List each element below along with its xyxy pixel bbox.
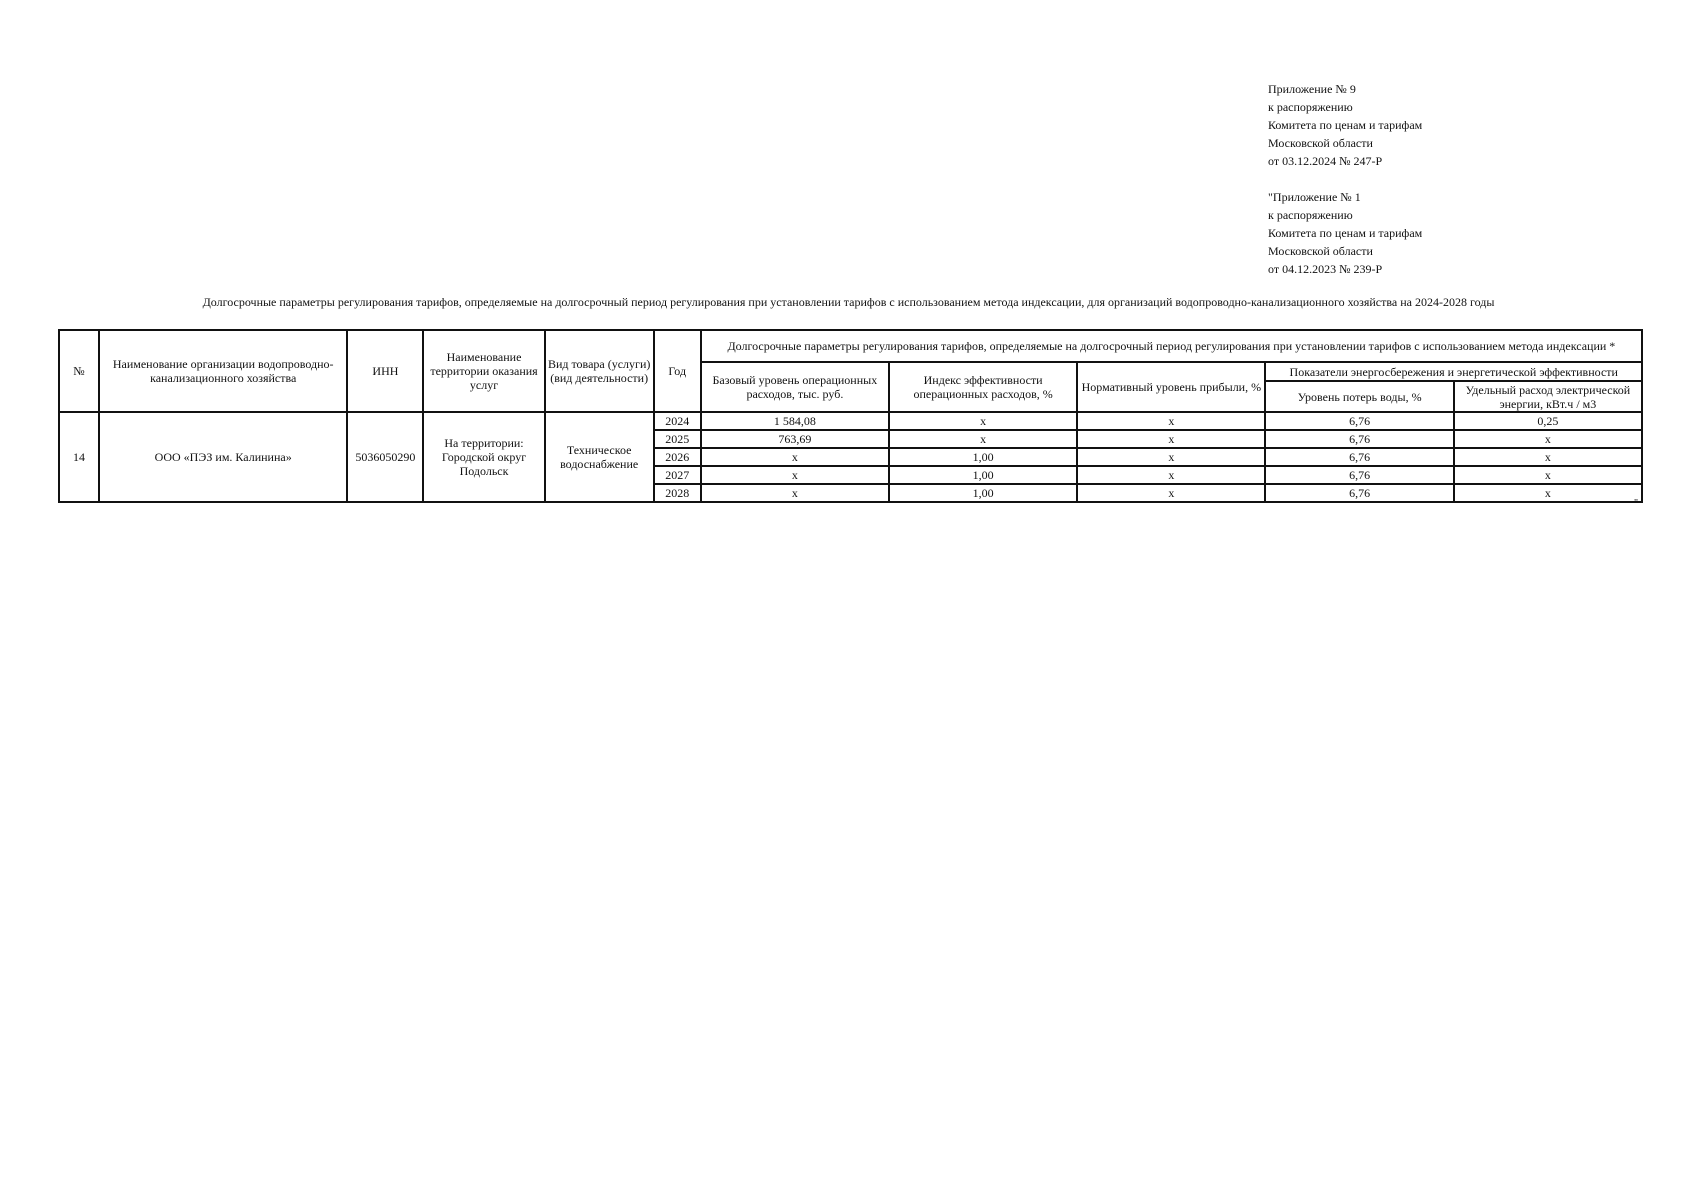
header-profit-level: Нормативный уровень прибыли, % xyxy=(1077,362,1265,412)
cell-efficiency-index: 1,00 xyxy=(889,484,1077,502)
cell-efficiency-index: x xyxy=(889,412,1077,430)
cell-year: 2025 xyxy=(654,430,701,448)
cell-water-loss: 6,76 xyxy=(1265,430,1453,448)
cell-profit-level: x xyxy=(1077,412,1265,430)
appendix-line: "Приложение № 1 xyxy=(1268,190,1361,204)
org-inn: 5036050290 xyxy=(347,412,423,502)
appendix-line: Московской области xyxy=(1268,136,1373,150)
cell-year: 2027 xyxy=(654,466,701,484)
cell-water-loss: 6,76 xyxy=(1265,448,1453,466)
cell-efficiency-index: x xyxy=(889,430,1077,448)
org-num: 14 xyxy=(59,412,99,502)
header-group-params: Долгосрочные параметры регулирования тарифов, определяемые на долгосрочный период регулирования при установлении тарифов с использованием метода индексации * xyxy=(701,330,1642,362)
header-service-type: Вид товара (услуги) (вид деятельности) xyxy=(545,330,654,412)
cell-base-opex: 1 584,08 xyxy=(701,412,889,430)
header-water-loss: Уровень потерь воды, % xyxy=(1265,381,1453,412)
appendix-line: Комитета по ценам и тарифам xyxy=(1268,118,1423,132)
cell-base-opex: x xyxy=(701,448,889,466)
header-org-name: Наименование организации водопроводно-канализационного хозяйства xyxy=(99,330,347,412)
cell-profit-level: x xyxy=(1077,430,1265,448)
org-service: Техническое водоснабжение xyxy=(545,412,654,502)
closing-quote-mark: " xyxy=(1634,498,1639,509)
appendix-previous-block xyxy=(1268,188,1568,278)
header-num: № xyxy=(59,330,99,412)
table-row xyxy=(59,412,1642,430)
parameters-table xyxy=(58,329,1643,503)
appendix-line: Московской области xyxy=(1268,244,1373,258)
cell-base-opex: x xyxy=(701,466,889,484)
cell-water-loss: 6,76 xyxy=(1265,484,1453,502)
header-territory: Наименование территории оказания услуг xyxy=(423,330,544,412)
cell-electricity: 0,25 xyxy=(1454,412,1642,430)
cell-electricity: x xyxy=(1454,466,1642,484)
cell-year: 2024 xyxy=(654,412,701,430)
document-title: Долгосрочные параметры регулирования тарифов, определяемые на долгосрочный период регулирования при установлении тарифов с использованием метода индексации, для организаций водопроводно-канализационного хозяйства на 2024-2028 годы xyxy=(202,295,1495,309)
cell-electricity: x xyxy=(1454,484,1642,502)
appendix-line: Комитета по ценам и тарифам xyxy=(1268,226,1423,240)
cell-base-opex: x xyxy=(701,484,889,502)
cell-water-loss: 6,76 xyxy=(1265,412,1453,430)
appendix-line: от 03.12.2024 № 247-Р xyxy=(1268,154,1383,168)
cell-efficiency-index: 1,00 xyxy=(889,448,1077,466)
cell-profit-level: x xyxy=(1077,484,1265,502)
cell-base-opex: 763,69 xyxy=(701,430,889,448)
cell-efficiency-index: 1,00 xyxy=(889,466,1077,484)
header-inn: ИНН xyxy=(347,330,423,412)
header-efficiency-index: Индекс эффективности операционных расходов, % xyxy=(889,362,1077,412)
cell-year: 2026 xyxy=(654,448,701,466)
cell-electricity: x xyxy=(1454,430,1642,448)
header-year: Год xyxy=(654,330,701,412)
cell-electricity: x xyxy=(1454,448,1642,466)
header-electricity: Удельный расход электрической энергии, кВт.ч / м3 xyxy=(1454,381,1642,412)
cell-water-loss: 6,76 xyxy=(1265,466,1453,484)
appendix-line: к распоряжению xyxy=(1268,100,1353,114)
cell-profit-level: x xyxy=(1077,448,1265,466)
org-territory: На территории: Городской округ Подольск xyxy=(423,412,544,502)
org-name: ООО «ПЭЗ им. Калинина» xyxy=(99,412,347,502)
cell-year: 2028 xyxy=(654,484,701,502)
cell-profit-level: x xyxy=(1077,466,1265,484)
appendix-line: от 04.12.2023 № 239-Р xyxy=(1268,262,1383,276)
appendix-line: к распоряжению xyxy=(1268,208,1353,222)
appendix-line: Приложение № 9 xyxy=(1268,82,1356,96)
header-base-opex: Базовый уровень операционных расходов, тыс. руб. xyxy=(701,362,889,412)
header-group-energy: Показатели энергосбережения и энергетической эффективности xyxy=(1265,362,1642,381)
appendix-current-block xyxy=(1268,80,1568,170)
